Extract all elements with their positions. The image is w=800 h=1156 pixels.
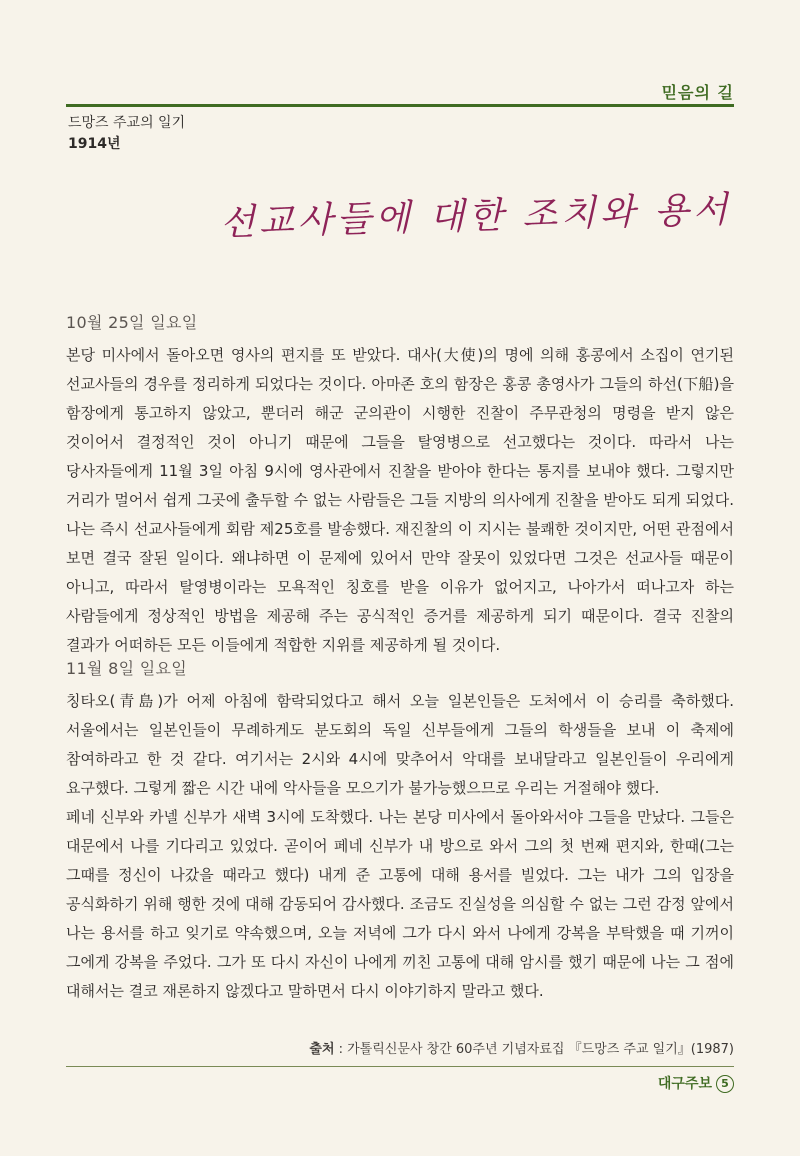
source-label: 출처 — [309, 1042, 335, 1057]
diary-year: 1914년 — [68, 136, 121, 152]
source-citation — [309, 1038, 734, 1057]
footer-rule — [66, 1066, 734, 1067]
entry-paragraph: 페네 신부와 카넬 신부가 새벽 3시에 도착했다. 나는 본당 미사에서 돌아와서야 그들을 만났다. 그들은 대문에서 나를 기다리고 있었다. 곧이어 페네 신부가 내 방으로 와서 그의 첫 번째 편지와, 한때(그는 그때를 정신이 나갔을 때라고 했다) 내게 준 고통에 대해 용서를 빌었다. 그는 내가 그의 입장을 공식화하기 위해 행한 것에 대해 감동되어 감사했다. 조금도 진실성을 의심할 수 없는 그런 감정 앞에서 나는 용서를 하고 잊기로 약속했으며, 오늘 저녁에 그가 다시 와서 나에게 강복을 부탁했을 때 기꺼이 그에게 강복을 주었다. 그가 또 다시 자신이 나에게 끼친 고통에 대해 암시를 했기 때문에 나는 그 점에 대해서는 결코 재론하지 않겠다고 말하면서 다시 이야기하지 말라고 했다. — [66, 808, 734, 1000]
section-label: 믿음의 길 — [661, 83, 734, 102]
entry-paragraph: 칭타오(青島)가 어제 아침에 함락되었다고 해서 오늘 일본인들은 도처에서 이 승리를 축하했다. 서울에서는 일본인들이 무례하게도 분도회의 독일 신부들에게 그들의 학생들을 보내 이 축제에 참여하라고 한 것 같다. 여기서는 2시와 4시에 맞추어서 악대를 보내달라고 일본인들이 우리에게 요구했다. 그렇게 짧은 시간 내에 악사들을 모으기가 불가능했으므로 우리는 거절해야 했다. — [66, 692, 734, 797]
diary-name: 드망즈 주교의 일기 — [68, 115, 186, 131]
publication-name: 대구주보 — [657, 1076, 712, 1092]
entry-date: 11월 8일 일요일 — [66, 659, 187, 678]
diary-entry — [66, 308, 734, 660]
article-title: 선교사들에 대한 조치와 용서 — [219, 189, 733, 244]
footer — [658, 1073, 734, 1093]
header-rule — [66, 104, 734, 107]
entry-date: 10월 25일 일요일 — [66, 313, 198, 332]
diary-entry — [66, 654, 734, 1006]
source-text: : 가톨릭신문사 창간 60주년 기념자료집 『드망즈 주교 일기』(1987) — [334, 1042, 734, 1057]
entry-paragraph: 본당 미사에서 돌아오면 영사의 편지를 또 받았다. 대사(大使)의 명에 의해 홍콩에서 소집이 연기된 선교사들의 경우를 정리하게 되었다는 것이다. 아마존 호의 함장은 홍콩 총영사가 그들의 하선(下船)을 함장에게 통고하지 않았고, 뿐더러 해군 군의관이 시행한 진찰이 주무관청의 명령을 받지 않은 것이어서 결정적인 것이 아니기 때문에 그들을 탈영병으로 선고했다는 것이다. 따라서 나는 당사자들에게 11월 3일 아침 9시에 영사관에서 진찰을 받아야 한다는 통지를 보내야 했다. 그렇지만 거리가 멀어서 쉽게 그곳에 출두할 수 없는 사람들은 그들 지방의 의사에게 진찰을 받아도 되게 되었다. 나는 즉시 선교사들에게 회람 제25호를 발송했다. 재진찰의 이 지시는 불쾌한 것이지만, 어떤 관점에서 보면 결국 잘된 일이다. 왜냐하면 이 문제에 있어서 만약 잘못이 있었다면 그것은 선교사들 때문이 아니고, 따라서 탈영병이라는 모욕적인 칭호를 받을 이유가 없어지고, 나아가서 떠나고자 하는 사람들에게 정상적인 방법을 제공해 주는 공식적인 증거를 제공하게 되기 때문이다. 결국 진찰의 결과가 어떠하든 모든 이들에게 적합한 지위를 제공하게 될 것이다. — [66, 346, 734, 654]
page-number: 5 — [716, 1075, 734, 1093]
